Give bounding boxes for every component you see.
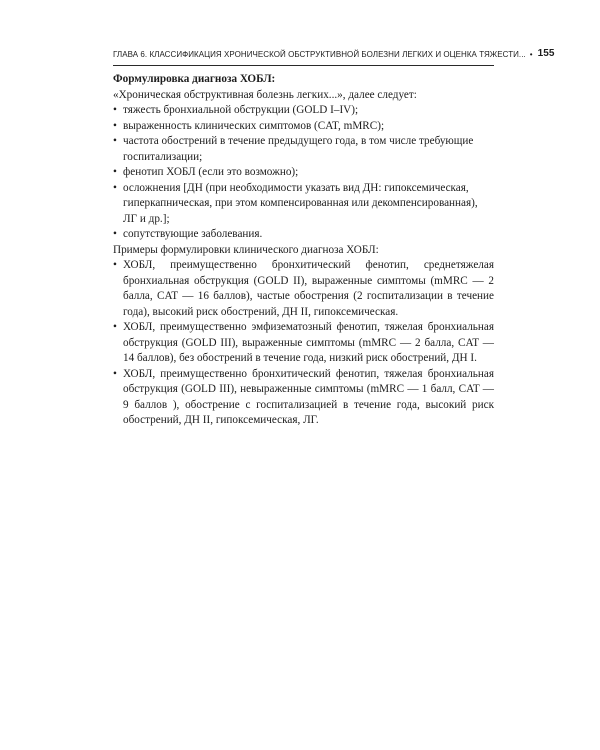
list-item: • частота обострений в течение предыдущего года, в том числе требующие госпитализации; [113, 134, 494, 165]
header-separator: • [529, 50, 533, 59]
example-item: • ХОБЛ, преимущественно бронхитический фенотип, среднетяжелая бронхиальная обструкция (GOLD II), выраженные симптомы (mMRC — 2 балла, CAT — 16 баллов), частые обострения (2 госпитализации в течение года), высокий риск обострений, ДН II, гипоксемическая. [113, 258, 494, 320]
list-item: • осложнения [ДН (при необходимости указать вид ДН: гипоксемическая, гиперкапническая, при этом компенсированная или декомпенсированная), ЛГ и др.]; [113, 181, 494, 228]
running-header [113, 44, 555, 66]
example-item: • ХОБЛ, преимущественно бронхитический фенотип, тяжелая бронхиальная обструкция (GOLD III), невыраженные симптомы (mMRC — 1 балл, CAT — 9 баллов ), обострение с госпитализацией в течение года, высокий риск обострений, ДН II, гипоксемическая, ЛГ. [113, 367, 494, 429]
intro-paragraph: «Хроническая обструктивная болезнь легких...», далее следует: [113, 88, 417, 101]
list-item: • выраженность клинических симптомов (CAT, mMRC); [113, 119, 494, 135]
list-item: • тяжесть бронхиальной обструкции (GOLD I–IV); [113, 103, 494, 119]
examples-intro: Примеры формулировки клинического диагноза ХОБЛ: [113, 243, 379, 256]
section-heading: Формулировка диагноза ХОБЛ: [113, 73, 276, 85]
example-item: • ХОБЛ, преимущественно эмфизематозный фенотип, тяжелая бронхиальная обструкция (GOLD III), выраженные симптомы (mMRC — 2 балла, CAT — 14 баллов), без обострений в течение года, низкий риск обострений, ДН I. [113, 320, 494, 367]
examples-list [113, 258, 494, 429]
list-item: • сопутствующие заболевания. [113, 227, 494, 243]
page-number: 155 [537, 48, 555, 59]
diagnosis-components-list [113, 103, 494, 243]
list-item: • фенотип ХОБЛ (если это возможно); [113, 165, 494, 181]
chapter-title: ГЛАВА 6. КЛАССИФИКАЦИЯ ХРОНИЧЕСКОЙ ОБСТРУКТИВНОЙ БОЛЕЗНИ ЛЕГКИХ И ОЦЕНКА ТЯЖЕСТИ... [113, 50, 526, 59]
page-body [113, 72, 494, 429]
